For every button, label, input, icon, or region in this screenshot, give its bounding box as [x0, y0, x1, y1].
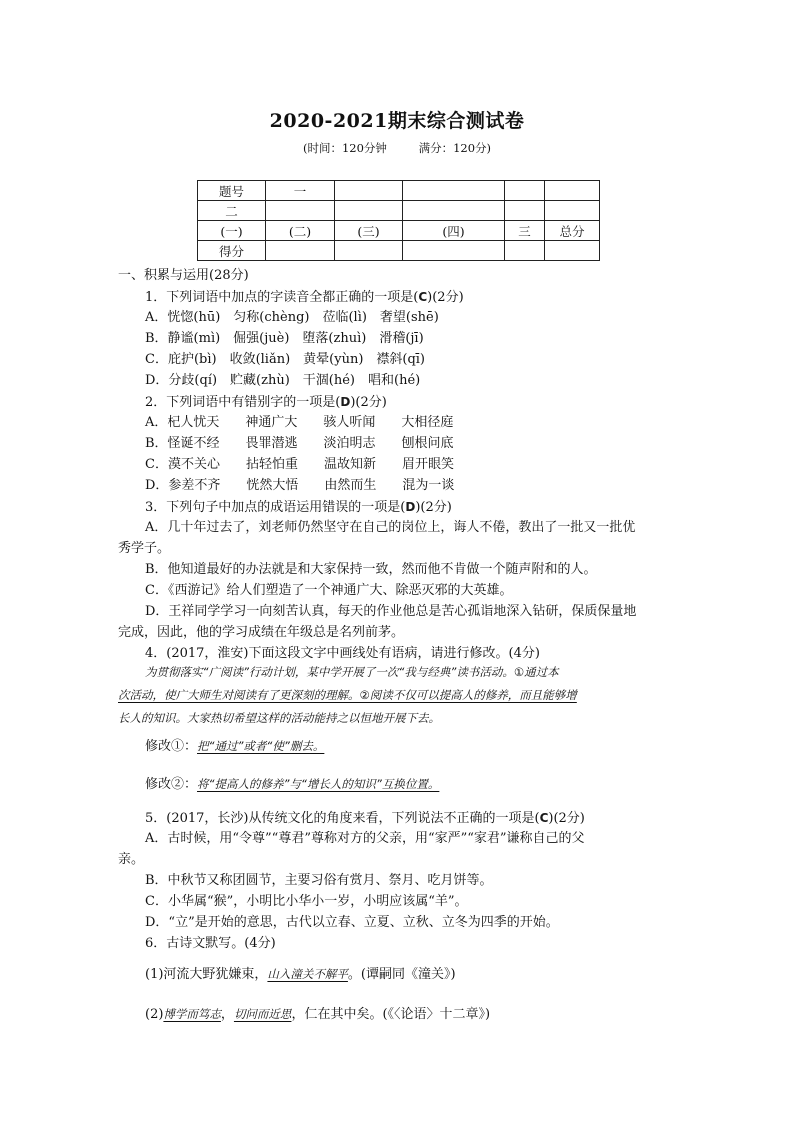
table-cell: [335, 241, 403, 261]
option-a: A．杞人忧天 神通广大 骇人听闻 大相径庭: [145, 415, 454, 430]
option-c: C．《西游记》给人们塑造了一个神通广大、除恶灭邪的大英雄。: [145, 583, 513, 598]
option-c: C．漠不关心 拈轻怕重 温故知新 眉开眼笑: [145, 457, 454, 472]
question-6-stem: 6．古诗文默写。(4分): [145, 936, 276, 951]
section-heading: 一、积累与运用(28分): [118, 268, 249, 283]
table-row: [198, 221, 600, 241]
table-cell: (一): [198, 221, 266, 241]
question-2-stem: 2．下列词语中有错别字的一项是(D)(2分): [145, 395, 387, 410]
full-score: 满分：120分): [418, 141, 492, 155]
option-c: C．庇护(bì) 收敛(liǎn) 黄晕(yùn) 襟斜(qī): [145, 352, 426, 367]
table-cell: [505, 201, 545, 221]
question-2-answer: D: [340, 395, 351, 409]
table-cell: 得分: [198, 241, 266, 261]
table-cell: [505, 241, 545, 261]
table-row: [198, 181, 600, 201]
fix-2: 修改②：将“提高人的修养”与“增长人的知识”互换位置。: [145, 777, 440, 792]
fix-1: 修改①：把“通过”或者“使”删去。: [145, 739, 325, 754]
table-cell: [266, 201, 335, 221]
question-5-stem: 5．(2017，长沙)从传统文化的角度来看，下列说法不正确的一项是(C)(2分): [145, 811, 585, 826]
recitation-2-answer-2: 切问而近思: [233, 1007, 292, 1021]
exam-info: [0, 140, 794, 156]
table-cell: (三): [335, 221, 403, 241]
table-cell: [335, 181, 403, 201]
question-5-answer: C: [539, 811, 549, 825]
option-d: D．分歧(qí) 贮藏(zhù) 干涸(hé) 唱和(hé): [145, 373, 421, 388]
table-cell: (四): [403, 221, 505, 241]
question-1-stem: 1．下列词语中加点的字读音全都正确的一项是(C)(2分): [145, 290, 464, 305]
recitation-1: (1)河流大野犹嫌束，山入潼关不解平。(谭嗣同《潼关》): [145, 967, 456, 982]
table-cell: [545, 241, 600, 261]
option-b: B．怪诞不经 畏罪潜逃 淡泊明志 刨根问底: [145, 436, 454, 451]
table-cell: [545, 181, 600, 201]
table-cell: [403, 181, 505, 201]
recitation-2: (2)博学而笃志，切问而近思，仁在其中矣。(《〈论语〉十二章》): [145, 1007, 491, 1022]
table-cell: [403, 241, 505, 261]
table-cell: 二: [198, 201, 266, 221]
question-4-passage: 为贯彻落实“广阅读”行动计划，某中学开展了一次“我与经典”读书活动。①通过本 次活动，使广大师生对阅读有了更深刻的理解。②阅读不仅可以提高人的修养，而且能够增 长人的知识。大家热切希望这样的活动能持之以恒地开展下去。: [118, 665, 577, 725]
option-a: A．恍惚(hū) 匀称(chèng) 莅临(lì) 奢望(shē): [145, 310, 439, 325]
table-row: [198, 201, 600, 221]
recitation-2-answer-1: 博学而笃志: [163, 1007, 221, 1021]
option-d: D．参差不齐 恍然大悟 由然而生 混为一谈: [145, 478, 455, 493]
option-a: A．几十年过去了，刘老师仍然坚守在自己的岗位上，诲人不倦，教出了一批又一批优: [145, 520, 636, 535]
option-a-cont: 亲。: [118, 852, 145, 867]
option-b: B．中秋节又称团圆节，主要习俗有赏月、祭月、吃月饼等。: [145, 873, 493, 888]
question-3-answer: D: [405, 500, 416, 514]
table-cell: 三: [505, 221, 545, 241]
option-a: A．古时候，用“令尊”“尊君”尊称对方的父亲，用“家严”“家君”谦称自己的父: [145, 831, 585, 846]
option-a-cont: 秀学子。: [118, 541, 171, 556]
table-cell: 一: [266, 181, 335, 201]
page-title: 2020-2021期末综合测试卷: [269, 110, 525, 132]
table-cell: [266, 241, 335, 261]
option-d: D．王祥同学学习一向刻苦认真，每天的作业他总是苦心孤诣地深入钻研，保质保量地: [145, 604, 637, 619]
table-cell: [403, 201, 505, 221]
fix-1-answer: 把“通过”或者“使”删去。: [197, 739, 325, 753]
option-d-cont: 完成，因此，他的学习成绩在年级总是名列前茅。: [118, 625, 405, 640]
option-b: B．静谧(mì) 倔强(juè) 堕落(zhuì) 滑稽(jī): [145, 331, 424, 346]
table-row: [198, 241, 600, 261]
table-cell: [545, 201, 600, 221]
table-cell: (二): [266, 221, 335, 241]
table-cell: 题号: [198, 181, 266, 201]
table-cell: [505, 181, 545, 201]
fix-2-answer: 将“提高人的修养”与“增长人的知识”互换位置。: [197, 777, 440, 791]
question-3-stem: 3．下列句子中加点的成语运用错误的一项是(D)(2分): [145, 500, 452, 515]
question-4-stem: 4．(2017，淮安)下面这段文字中画线处有语病，请进行修改。(4分): [145, 646, 540, 661]
score-table: [197, 180, 600, 261]
recitation-1-answer: 山入潼关不解平: [267, 967, 348, 981]
table-cell: [335, 201, 403, 221]
time-limit: (时间：120分钟: [302, 141, 387, 155]
option-d: D．“立”是开始的意思，古代以立春、立夏、立秋、立冬为四季的开始。: [145, 915, 559, 930]
question-1-answer: C: [418, 290, 428, 304]
table-cell: 总分: [545, 221, 600, 241]
option-b: B．他知道最好的办法就是和大家保持一致，然而他不肯做一个随声附和的人。: [145, 562, 597, 577]
option-c: C．小华属“猴”，小明比小华小一岁，小明应该属“羊”。: [145, 894, 468, 909]
